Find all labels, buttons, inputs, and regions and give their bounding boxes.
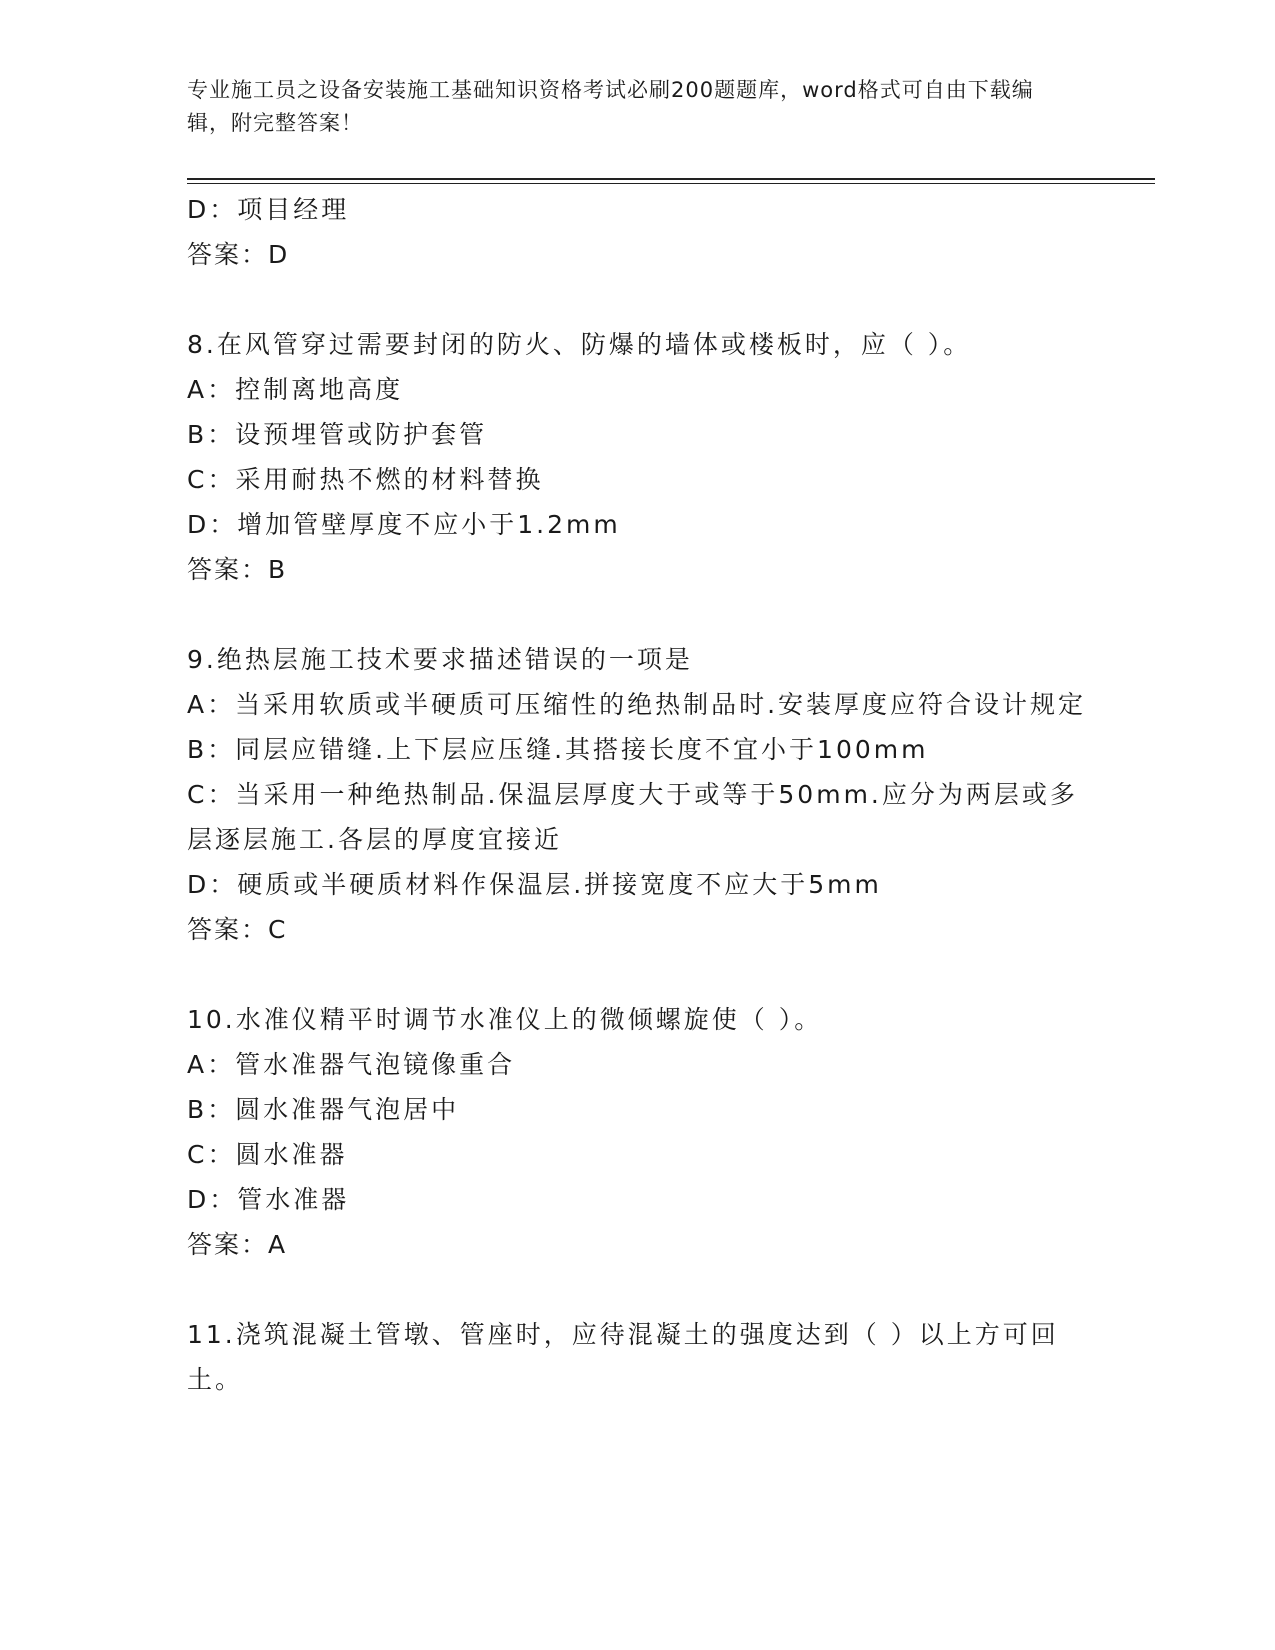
- document-header: 专业施工员之设备安装施工基础知识资格考试必刷200题题库，word格式可自由下载编辑，附完整答案！: [187, 78, 1034, 135]
- option-d: D：项目经理: [187, 195, 350, 224]
- question-stem: 9.绝热层施工技术要求描述错误的一项是: [187, 645, 693, 674]
- document-body: [187, 187, 1087, 1402]
- option-c: C：圆水准器: [187, 1140, 348, 1169]
- answer-line: 答案：A: [187, 1230, 288, 1259]
- option-d: D：管水准器: [187, 1185, 350, 1214]
- option-b: B：设预埋管或防护套管: [187, 420, 488, 449]
- option-a: A：管水准器气泡镜像重合: [187, 1050, 516, 1079]
- answer-line: 答案：B: [187, 555, 288, 584]
- option-b: B：同层应错缝.上下层应压缝.其搭接长度不宜小于100mm: [187, 735, 929, 764]
- question-10: [187, 997, 1087, 1267]
- option-d: D：硬质或半硬质材料作保温层.拼接宽度不应大于5mm: [187, 870, 882, 899]
- option-a: A：控制离地高度: [187, 375, 404, 404]
- question-stem: 10.水准仪精平时调节水准仪上的微倾螺旋使（ ）。: [187, 1005, 823, 1034]
- question-9: [187, 637, 1087, 952]
- option-a: A：当采用软质或半硬质可压缩性的绝热制品时.安装厚度应符合设计规定: [187, 690, 1087, 719]
- question-8: [187, 322, 1087, 592]
- option-c: C：采用耐热不燃的材料替换: [187, 465, 544, 494]
- answer-line: 答案：D: [187, 240, 290, 269]
- previous-question-tail: [187, 187, 1087, 277]
- question-stem: 11.浇筑混凝土管墩、管座时，应待混凝土的强度达到（ ）以上方可回土。: [187, 1320, 1059, 1394]
- answer-line: 答案：C: [187, 915, 288, 944]
- option-d: D：增加管壁厚度不应小于1.2mm: [187, 510, 621, 539]
- question-stem: 8.在风管穿过需要封闭的防火、防爆的墙体或楼板时，应（ ）。: [187, 330, 972, 359]
- question-11: [187, 1312, 1087, 1402]
- option-b: B：圆水准器气泡居中: [187, 1095, 460, 1124]
- header-divider: [187, 178, 1155, 184]
- option-c: C：当采用一种绝热制品.保温层厚度大于或等于50mm.应分为两层或多层逐层施工.各层的厚度宜接近: [187, 780, 1078, 854]
